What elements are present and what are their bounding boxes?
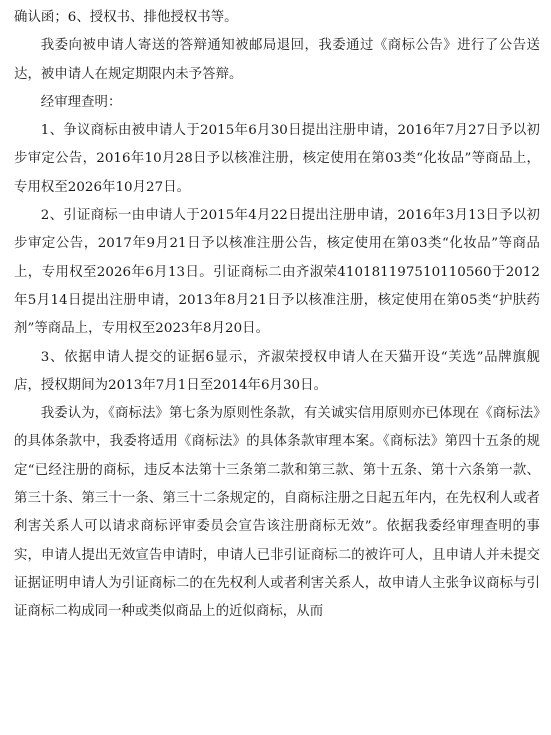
paragraph-finding-2: 2、引证商标一由申请人于2015年4月22日提出注册申请，2016年3月13日予以初步审定公告，2017年9月21日予以核准注册公告，核定使用在第03类“化妆品”等商品上，专用权至2026年6月13日。引证商标二由齐淑荣410181197510110560于2012年5月14日提出注册申请，2013年8月21日予以核准注册，核定使用在第05类“护肤药剂”等商品上，专用权至2023年8月20日。	[14, 208, 540, 337]
paragraph-reasoning: 我委认为，《商标法》第七条为原则性条款，有关诚实信用原则亦已体现在《商标法》的具体条款中，我委将适用《商标法》的具体条款审理本案。《商标法》第四十五条的规定“已经注册的商标，违反本法第十三条第二款和第三款、第十五条、第十六条第一款、第三十条、第三十一条、第三十二条规定的，自商标注册之日起五年内，在先权利人或者利害关系人可以请求商标评审委员会宣告该注册商标无效”。依据我委经审理查明的事实，申请人提出无效宣告申请时，申请人已非引证商标二的被许可人，且申请人并未提交证据证明申请人为引证商标二的在先权利人或者利害关系人，故申请人主张争议商标与引证商标二构成同一种或类似商品上的近似商标，从而	[14, 406, 540, 620]
paragraph-continuation: 确认函；6、授权书、排他授权书等。	[14, 10, 238, 25]
paragraph-finding-1: 1、争议商标由被申请人于2015年6月30日提出注册申请，2016年7月27日予以初步审定公告，2016年10月28日予以核准注册，核定使用在第03类“化妆品”等商品上，专用权至2026年10月27日。	[14, 123, 540, 195]
paragraph-service-notice: 我委向被申请人寄送的答辩通知被邮局退回，我委通过《商标公告》进行了公告送达，被申请人在规定期限内未予答辩。	[14, 38, 540, 82]
paragraph-findings-heading: 经审理查明：	[40, 94, 122, 110]
document-body	[14, 4, 540, 627]
paragraph-finding-3: 3、依据申请人提交的证据6显示，齐淑荣授权申请人在天猫开设“芙选”品牌旗舰店，授权期间为2013年7月1日至2014年6月30日。	[14, 349, 540, 393]
